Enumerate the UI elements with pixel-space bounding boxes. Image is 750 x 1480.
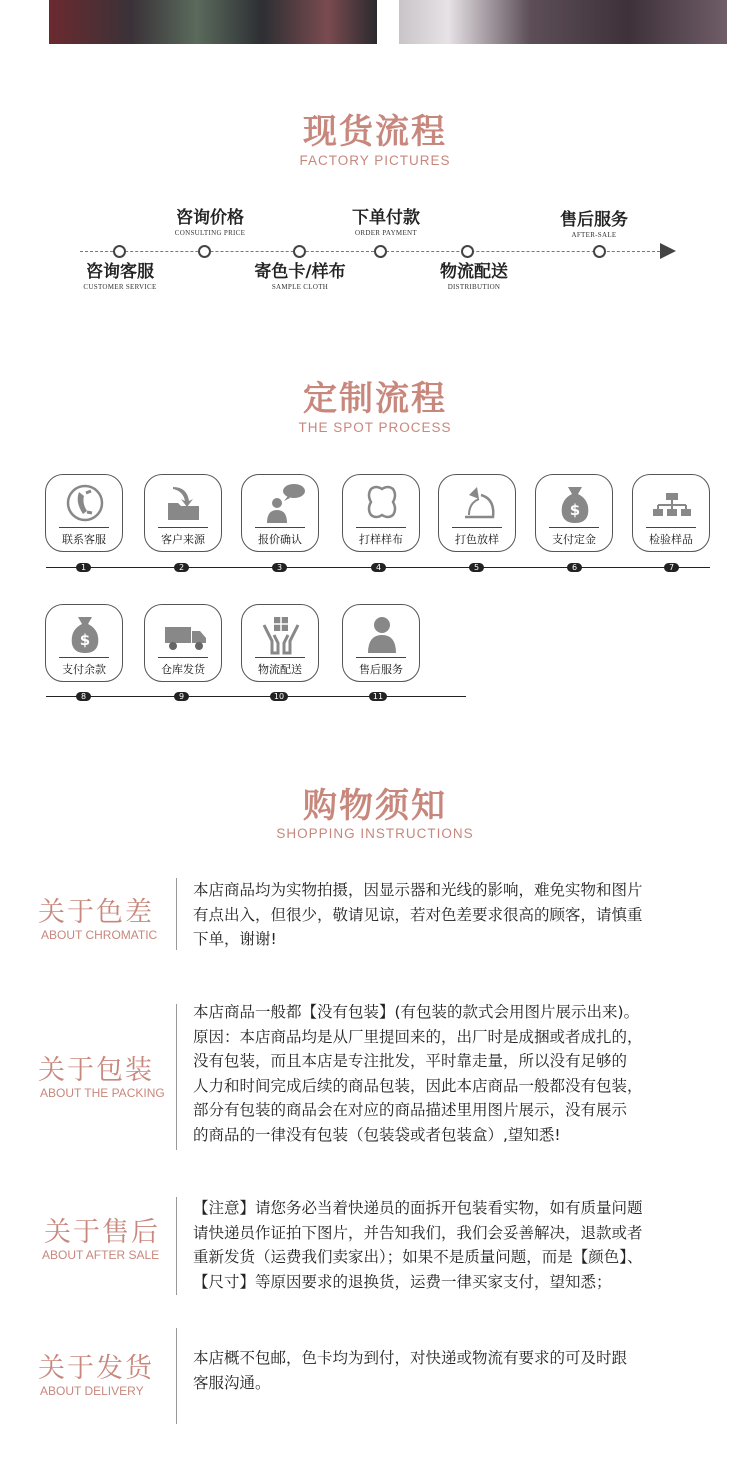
process-row-line bbox=[46, 696, 466, 697]
timeline-step bbox=[404, 262, 544, 293]
timeline-dot bbox=[198, 245, 211, 258]
step-label: 咨询客服 bbox=[86, 262, 154, 282]
step-number-badge: 5 bbox=[469, 563, 484, 572]
process-card bbox=[144, 474, 222, 552]
hands-box-icon bbox=[262, 611, 300, 655]
process-card bbox=[632, 474, 710, 552]
process-card bbox=[342, 474, 420, 552]
step-label-en: CUSTOMER SERVICE bbox=[83, 283, 157, 291]
spot-process-subtitle: FACTORY PICTURES bbox=[299, 153, 451, 168]
step-label-en: ORDER PAYMENT bbox=[355, 229, 417, 237]
instruction-divider bbox=[176, 1197, 177, 1295]
step-label: 物流配送 bbox=[440, 262, 508, 282]
timeline-dot bbox=[461, 245, 474, 258]
custom-process-title: 定制流程 bbox=[303, 379, 447, 419]
timeline-dot bbox=[374, 245, 387, 258]
instruction-divider bbox=[176, 1328, 177, 1424]
instruction-text: 本店商品均为实物拍摄，因显示器和光线的影响，难免实物和图片 有点出入，但很少，敬请见谅，若对色差要求很高的顾客，请慎重 下单，谢谢! bbox=[193, 881, 643, 948]
step-label-en: AFTER-SALE bbox=[571, 231, 617, 239]
process-card bbox=[535, 474, 613, 552]
shopping-title: 购物须知 bbox=[303, 786, 447, 826]
step-number-badge: 6 bbox=[567, 563, 582, 572]
timeline-step bbox=[524, 210, 664, 241]
process-card bbox=[45, 604, 123, 682]
step-number-badge: 2 bbox=[174, 563, 189, 572]
spot-process-title: 现货流程 bbox=[303, 112, 447, 152]
money-bag-icon bbox=[66, 611, 104, 655]
step-label: 售后服务 bbox=[560, 210, 628, 230]
rotate-icon bbox=[459, 481, 497, 525]
timeline-step bbox=[140, 208, 280, 239]
step-number-badge: 9 bbox=[174, 692, 189, 701]
process-step-label: 支付余款 bbox=[62, 663, 106, 676]
instruction-subtitle: ABOUT THE PACKING bbox=[40, 1086, 165, 1100]
fabric-icon bbox=[363, 481, 401, 525]
step-label-en: DISTRIBUTION bbox=[447, 283, 501, 291]
timeline-step bbox=[230, 262, 370, 293]
step-number-badge: 11 bbox=[369, 692, 387, 701]
timeline-dot bbox=[593, 245, 606, 258]
folder-icon bbox=[165, 481, 203, 525]
step-number-badge: 4 bbox=[371, 563, 386, 572]
person-icon bbox=[363, 611, 401, 655]
process-step-label: 联系客服 bbox=[62, 533, 106, 546]
money-bag-icon bbox=[556, 481, 594, 525]
step-label-en: SAMPLE CLOTH bbox=[271, 283, 329, 291]
timeline-line bbox=[80, 251, 665, 252]
process-card bbox=[438, 474, 516, 552]
instruction-text: 【注意】请您务必当着快递员的面拆开包装看实物，如有质量问题 请快递员作证拍下图片，并告知我们，我们会妥善解决，退款或者 重新发货（运费我们卖家出）；如果不是质量问题，而是【颜色】、 【尺寸】等原因要求的退换货，运费一律买家支付，望知悉； bbox=[193, 1199, 643, 1291]
product-photo-left bbox=[49, 0, 377, 44]
step-number-badge: 7 bbox=[664, 563, 679, 572]
instruction-text: 本店商品一般都【没有包装】(有包装的款式会用图片展示出来)。 原因：本店商品均是从厂里提回来的，出厂时是成捆或者成扎的， 没有包装，而且本店是专注批发，平时靠走量，所以没有足够的 人力和时间完成后续的商品包装，因此本店商品一般都没有包装， 部分有包装的商品会在对应的商品描述里用图片展示，没有展示 的商品的一律没有包装（包装袋或者包装盒）,望知悉! bbox=[193, 1003, 643, 1144]
instruction-divider bbox=[176, 1004, 177, 1150]
instruction-subtitle: ABOUT AFTER SALE bbox=[42, 1248, 160, 1262]
shopping-subtitle: SHOPPING INSTRUCTIONS bbox=[276, 826, 474, 841]
instruction-divider bbox=[176, 878, 177, 950]
process-step-label: 客户来源 bbox=[161, 533, 205, 546]
step-number-badge: 8 bbox=[76, 692, 91, 701]
instruction-title: 关于色差 bbox=[38, 897, 154, 928]
instruction-text: 本店概不包邮，色卡均为到付，对快递或物流有要求的可及时跟 客服沟通。 bbox=[193, 1349, 628, 1392]
step-number-badge: 3 bbox=[272, 563, 287, 572]
process-step-label: 打色放样 bbox=[455, 533, 499, 546]
process-step-label: 支付定金 bbox=[552, 533, 596, 546]
chat-person-icon bbox=[262, 481, 306, 525]
custom-process-subtitle: THE SPOT PROCESS bbox=[298, 420, 452, 435]
step-label: 下单付款 bbox=[352, 208, 420, 228]
truck-icon bbox=[165, 611, 209, 655]
process-step-label: 打样样布 bbox=[359, 533, 403, 546]
org-chart-icon bbox=[653, 481, 691, 525]
phone-icon bbox=[66, 481, 104, 525]
instruction-title: 关于包装 bbox=[38, 1055, 154, 1086]
process-card bbox=[144, 604, 222, 682]
svg-text:$: $ bbox=[79, 631, 91, 649]
timeline-step bbox=[50, 262, 190, 293]
process-card bbox=[45, 474, 123, 552]
step-label: 咨询价格 bbox=[176, 208, 244, 228]
process-step-label: 报价确认 bbox=[258, 533, 302, 546]
step-label-en: CONSULTING PRICE bbox=[174, 229, 246, 237]
instruction-title: 关于售后 bbox=[44, 1217, 160, 1248]
process-step-label: 售后服务 bbox=[359, 663, 403, 676]
timeline-dot bbox=[293, 245, 306, 258]
process-step-label: 仓库发货 bbox=[161, 663, 205, 676]
step-number-badge: 10 bbox=[270, 692, 288, 701]
instruction-subtitle: ABOUT DELIVERY bbox=[40, 1384, 144, 1398]
process-step-label: 物流配送 bbox=[258, 663, 302, 676]
step-number-badge: 1 bbox=[76, 563, 91, 572]
timeline-arrow-icon bbox=[660, 243, 676, 259]
instruction-subtitle: ABOUT CHROMATIC bbox=[41, 928, 158, 942]
process-step-label: 检验样品 bbox=[649, 533, 693, 546]
instruction-title: 关于发货 bbox=[38, 1353, 154, 1384]
process-card bbox=[241, 604, 319, 682]
process-card bbox=[342, 604, 420, 682]
process-card bbox=[241, 474, 319, 552]
timeline-dot bbox=[113, 245, 126, 258]
product-photo-right bbox=[399, 0, 727, 44]
step-label: 寄色卡/样布 bbox=[254, 262, 346, 282]
timeline-step bbox=[316, 208, 456, 239]
svg-text:$: $ bbox=[569, 501, 581, 519]
